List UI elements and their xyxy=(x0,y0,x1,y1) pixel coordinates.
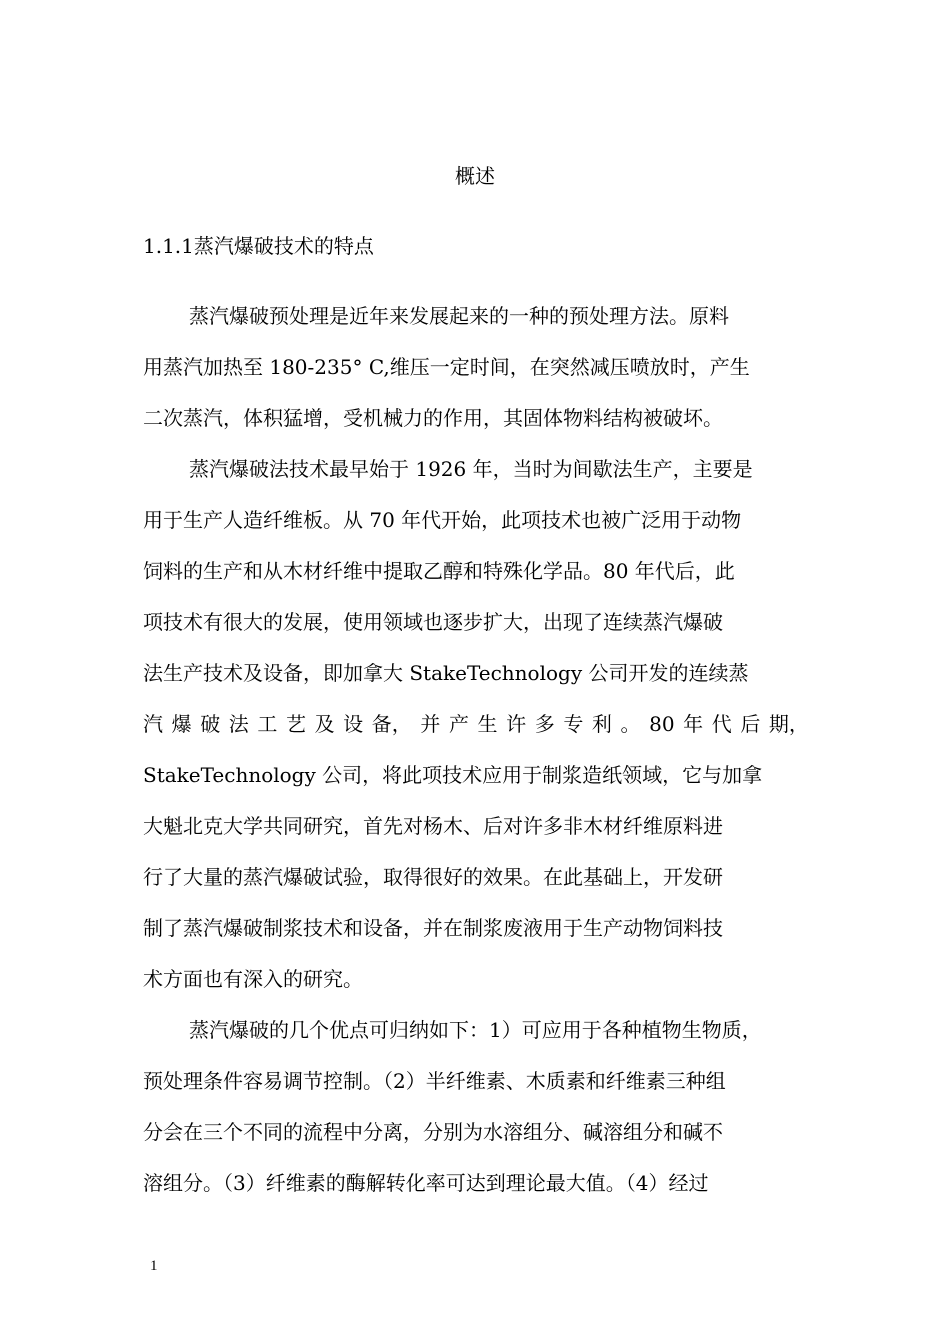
paragraph-2-line-11: 术方面也有深入的研究。 xyxy=(143,967,363,991)
paragraph-2-line-10: 制了蒸汽爆破制浆技术和设备，并在制浆废液用于生产动物饲料技 xyxy=(143,916,723,940)
justified-token: 期， xyxy=(768,712,809,736)
paragraph-2-line-4: 项技术有很大的发展，使用领域也逐步扩大，出现了连续蒸汽爆破 xyxy=(143,610,723,634)
paragraph-3-line-4: 溶组分。（3）纤维素的酶解转化率可达到理论最大值。（4）经过 xyxy=(143,1171,709,1195)
paragraph-1-line-1: 蒸汽爆破预处理是近年来发展起来的一种的预处理方法。原料 xyxy=(189,304,729,328)
paragraph-2-line-9: 行了大量的蒸汽爆破试验，取得很好的效果。在此基础上，开发研 xyxy=(143,865,723,889)
justified-token: 汽 xyxy=(143,712,163,736)
justified-token: 法 xyxy=(228,712,249,736)
justified-token: 多 xyxy=(534,712,555,736)
justified-token: 并 xyxy=(420,712,441,736)
justified-token: 。 xyxy=(620,712,641,736)
paragraph-2-line-2: 用于生产人造纤维板。从 70 年代开始，此项技术也被广泛用于动物 xyxy=(143,508,742,532)
justified-token: 产 xyxy=(448,712,469,736)
justified-token: 年 xyxy=(683,712,704,736)
paragraph-3-line-2: 预处理条件容易调节控制。（2）半纤维素、木质素和纤维素三种组 xyxy=(143,1069,726,1093)
justified-token: 工 xyxy=(257,712,278,736)
page-title: 概述 xyxy=(455,164,495,188)
paragraph-2-line-7: StakeTechnology 公司，将此项技术应用于制浆造纸领域，它与加拿 xyxy=(143,763,763,787)
section-heading: 1.1.1蒸汽爆破技术的特点 xyxy=(143,234,374,258)
justified-token: 80 xyxy=(649,712,675,736)
paragraph-2-line-5: 法生产技术及设备，即加拿大 StakeTechnology 公司开发的连续蒸 xyxy=(143,661,749,685)
paragraph-1-line-3: 二次蒸汽，体积猛增，受机械力的作用，其固体物料结构被破坏。 xyxy=(143,406,723,430)
paragraph-2-line-6-justified xyxy=(143,710,809,761)
justified-token: 及 xyxy=(314,712,335,736)
justified-token: 爆 xyxy=(171,712,192,736)
page-number: 1 xyxy=(150,1258,158,1274)
paragraph-2-line-8: 大魁北克大学共同研究，首先对杨木、后对许多非木材纤维原料进 xyxy=(143,814,723,838)
justified-token: 艺 xyxy=(285,712,306,736)
paragraph-3-line-1: 蒸汽爆破的几个优点可归纳如下：1）可应用于各种植物生物质， xyxy=(189,1018,762,1042)
paragraph-3-line-3: 分会在三个不同的流程中分离，分别为水溶组分、碱溶组分和碱不 xyxy=(143,1120,723,1144)
justified-token: 后 xyxy=(740,712,761,736)
paragraph-2-line-3: 饲料的生产和从木材纤维中提取乙醇和特殊化学品。80 年代后，此 xyxy=(143,559,735,583)
justified-token: 破 xyxy=(200,712,221,736)
justified-token: 设 xyxy=(343,712,364,736)
justified-token: 代 xyxy=(711,712,732,736)
justified-token: 利 xyxy=(591,712,612,736)
paragraph-2-line-1: 蒸汽爆破法技术最早始于 1926 年，当时为间歇法生产，主要是 xyxy=(189,457,753,481)
body-text xyxy=(143,302,809,1220)
justified-token: 生 xyxy=(477,712,498,736)
justified-token: 专 xyxy=(563,712,584,736)
justified-token: 许 xyxy=(506,712,527,736)
justified-token: 备， xyxy=(371,712,412,736)
paragraph-1-line-2: 用蒸汽加热至 180-235° C,维压一定时间，在突然减压喷放时，产生 xyxy=(143,355,750,379)
